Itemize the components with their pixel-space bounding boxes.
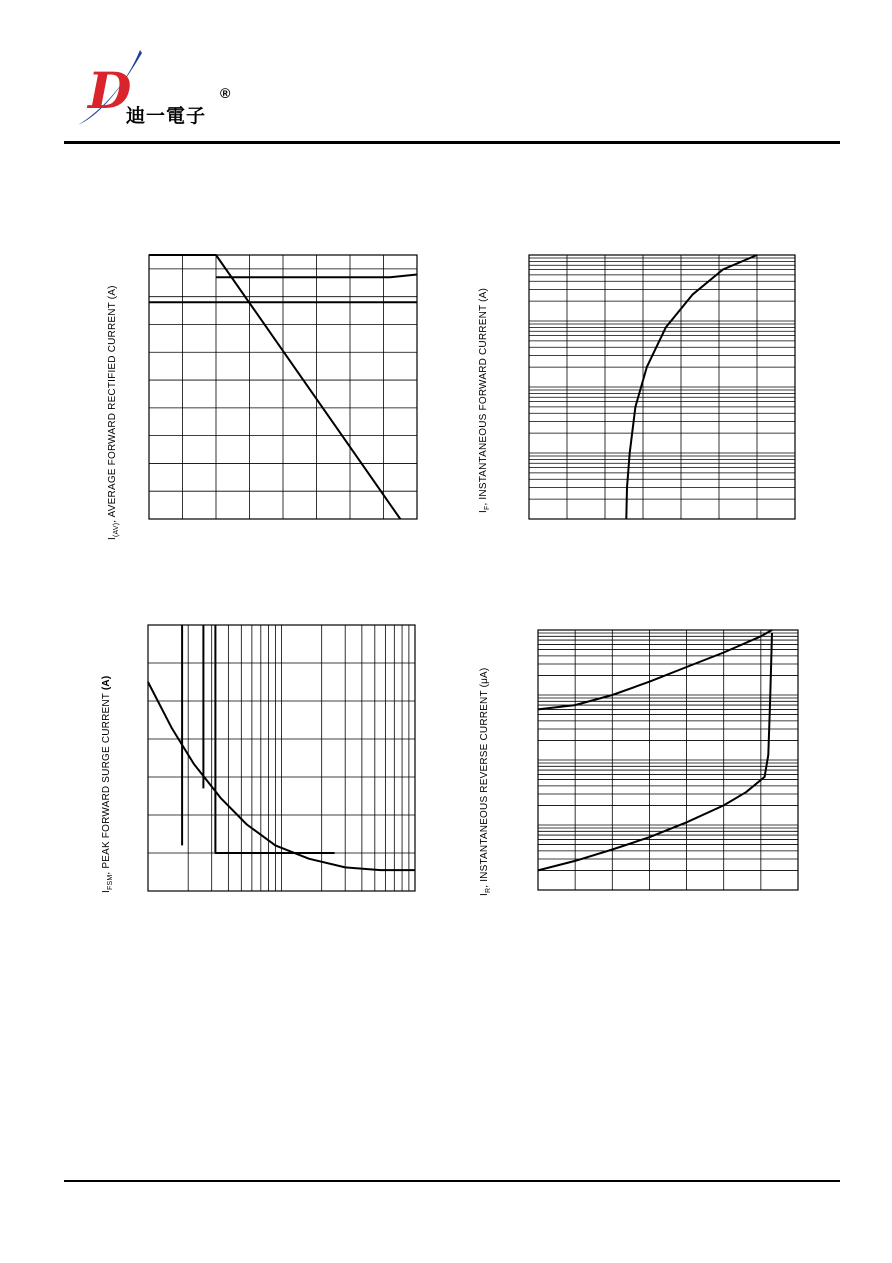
ylabel-surge-rest: , PEAK FORWARD SURGE CURRENT: [101, 690, 112, 875]
chart-derating-plot: [100, 240, 430, 550]
brand-name: 迪一電子: [126, 106, 207, 127]
ylabel-derating-main: I: [107, 537, 118, 540]
chart-reverse-plot: [475, 620, 805, 900]
ylabel-derating-rest: , AVERAGE FORWARD RECTIFIED CURRENT (A): [107, 285, 118, 523]
header-divider: [64, 141, 840, 144]
ylabel-surge-sub: FSM: [107, 874, 114, 891]
ylabel-surge-unit: (A): [101, 675, 112, 691]
ylabel-derating: [107, 285, 120, 540]
logo-letter: D: [88, 61, 132, 120]
ylabel-surge-main: I: [101, 890, 112, 893]
ylabel-surge: [101, 676, 114, 893]
ylabel-reverse: [479, 668, 492, 896]
reverse-series-1: [538, 630, 772, 709]
derating-series-0: [149, 255, 400, 519]
ylabel-forward: [478, 288, 491, 513]
chart-forward: [475, 240, 805, 530]
registered-mark: ®: [220, 85, 231, 101]
chart-surge: [100, 610, 430, 900]
brand-logo: [70, 45, 270, 135]
chart-reverse: [475, 620, 805, 900]
ylabel-derating-sub: (AV): [113, 522, 120, 538]
chart-derating: [100, 240, 430, 550]
chart-surge-plot: [100, 610, 430, 900]
footer-divider: [64, 1180, 840, 1182]
ylabel-reverse-rest: , INSTANTANEOUS REVERSE CURRENT (μA): [479, 667, 490, 888]
ylabel-forward-main: I: [478, 510, 489, 513]
chart-forward-plot: [475, 240, 805, 530]
ylabel-reverse-sub: R: [485, 887, 492, 894]
ylabel-reverse-main: I: [479, 893, 490, 896]
ylabel-forward-rest: , INSTANTANEOUS FORWARD CURRENT (A): [478, 287, 489, 506]
ylabel-forward-sub: F: [484, 505, 491, 511]
